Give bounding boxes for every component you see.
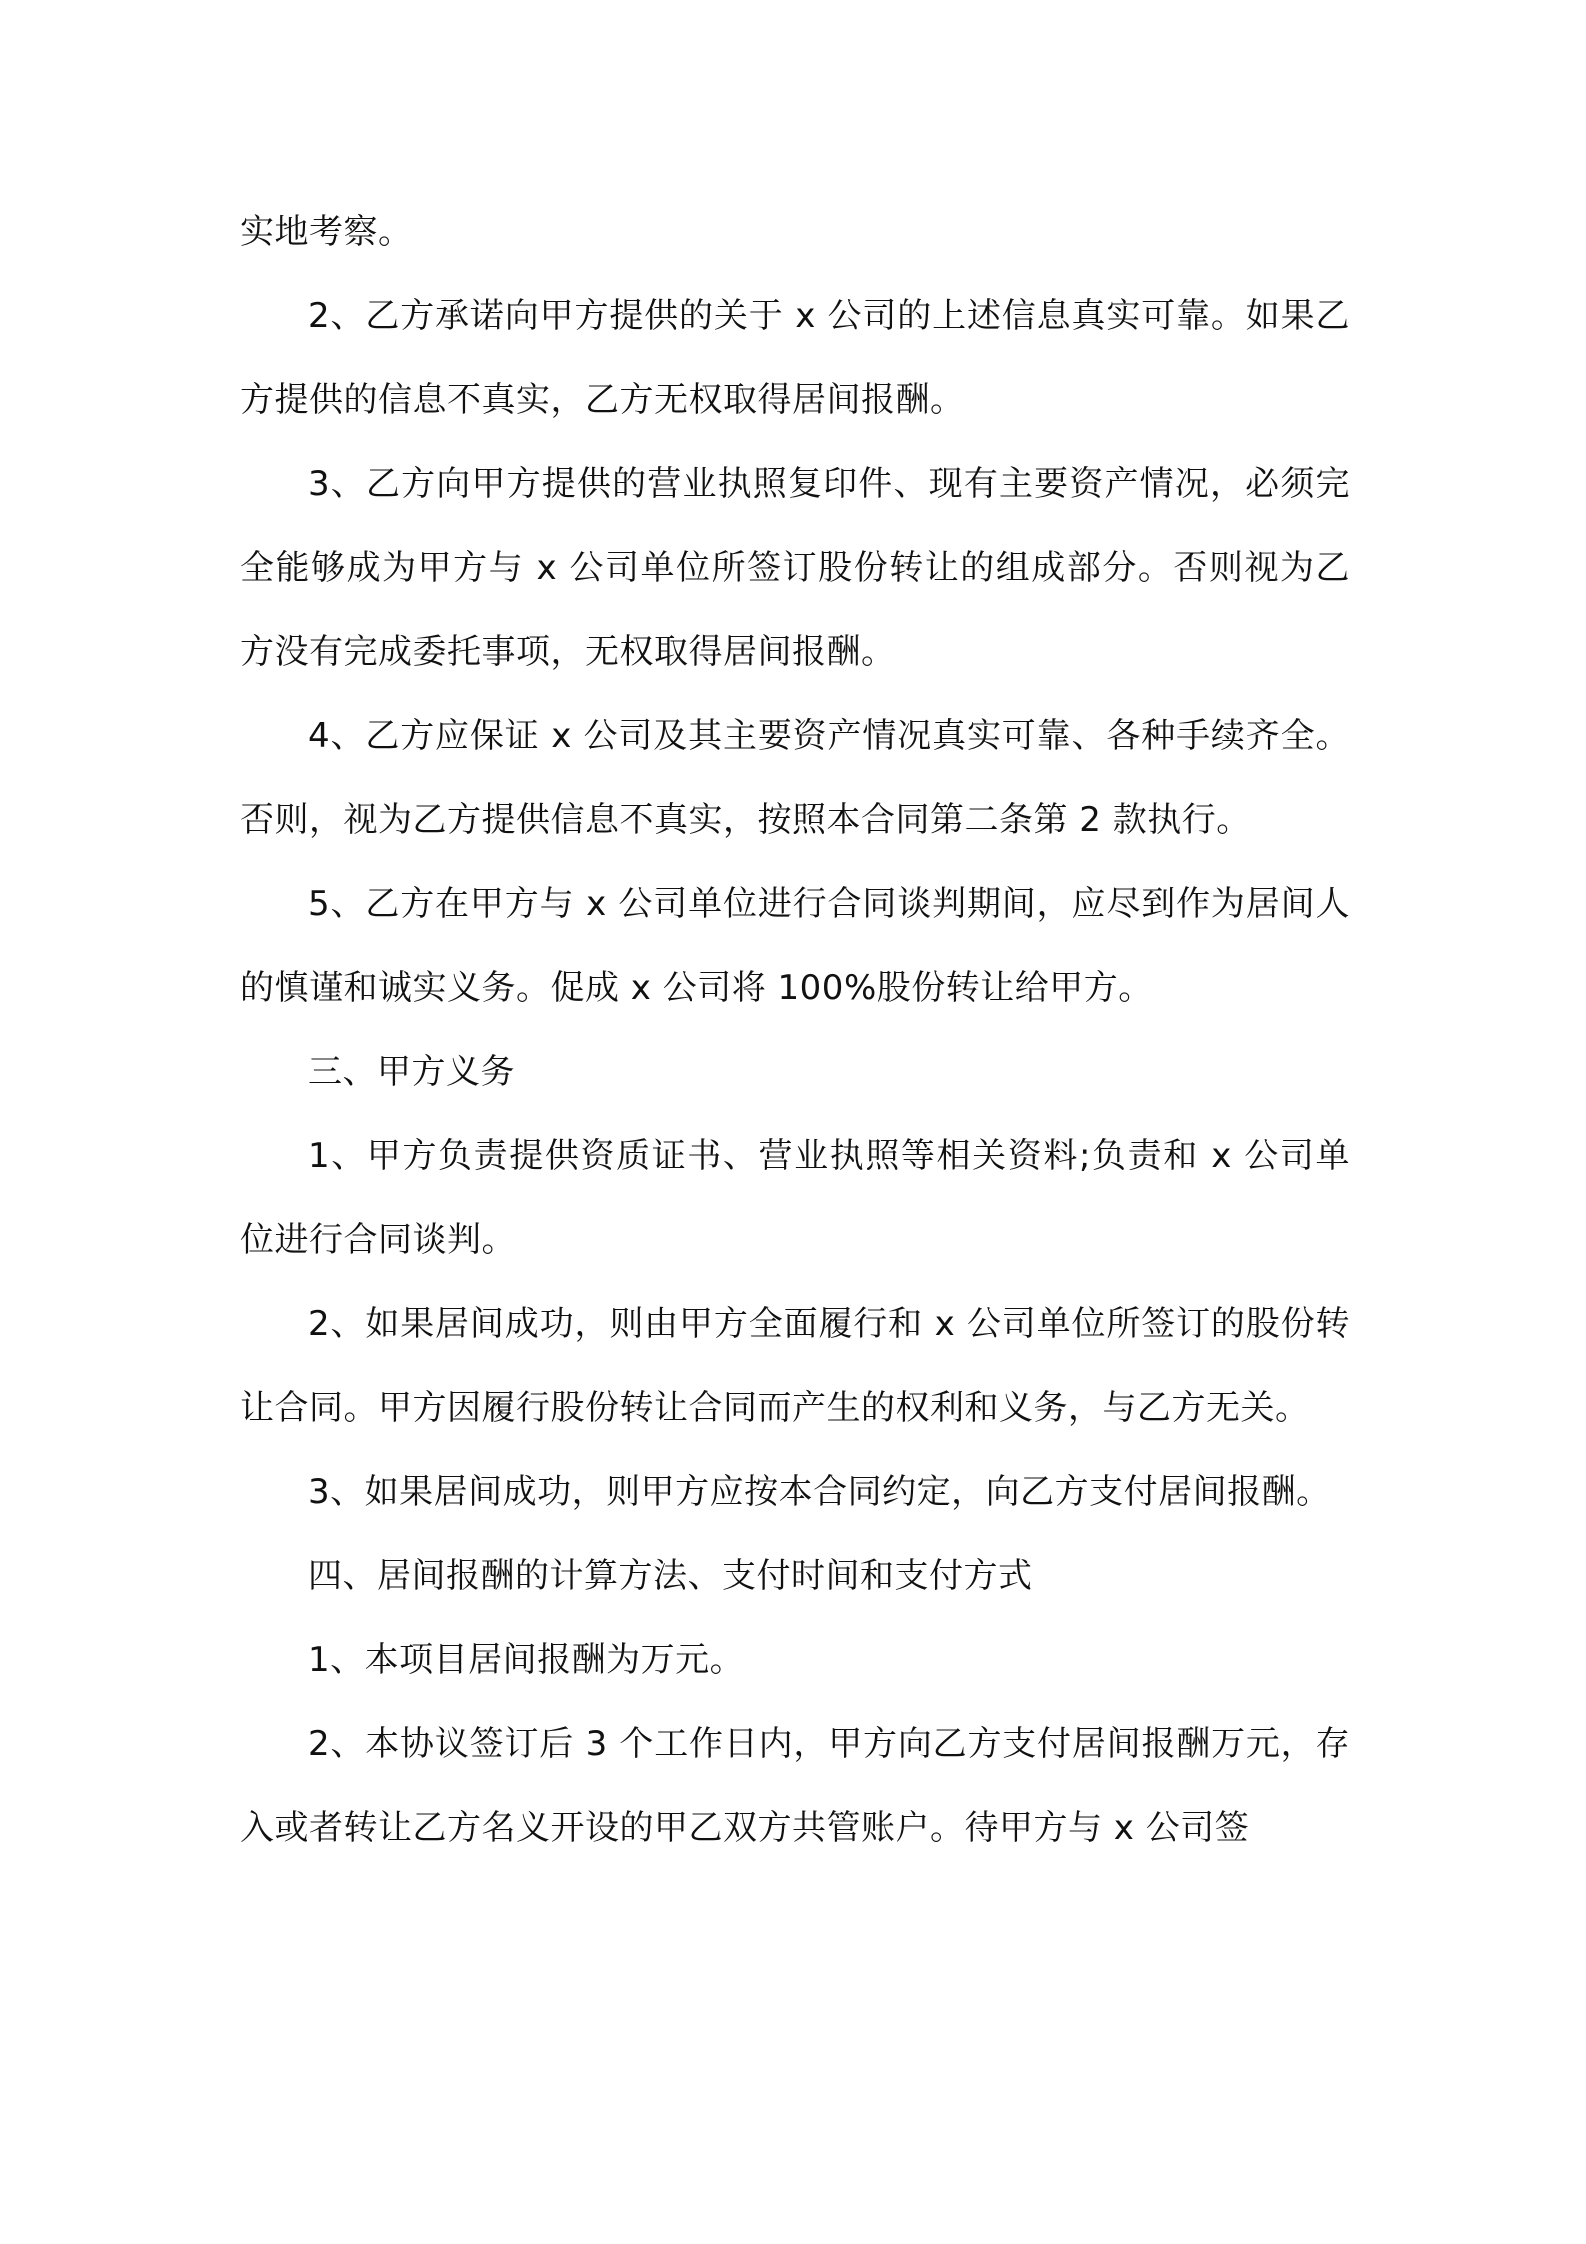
paragraph-clause-3-business-license: 3、乙方向甲方提供的营业执照复印件、现有主要资产情况，必须完全能够成为甲方与 x 公司单位所签订股份转让的组成部分。否则视为乙方没有完成委托事项，无权取得居间报酬。 xyxy=(240,464,1350,672)
section-heading-commission-calculation: 四、居间报酬的计算方法、支付时间和支付方式 xyxy=(308,1556,1033,1596)
document-body xyxy=(240,190,1350,1870)
paragraph-commission-clause-1: 1、本项目居间报酬为万元。 xyxy=(308,1640,745,1680)
paragraph-clause-5-negotiation: 5、乙方在甲方与 x 公司单位进行合同谈判期间，应尽到作为居间人的慎谨和诚实义务。促成 x 公司将 100%股份转让给甲方。 xyxy=(240,884,1350,1008)
paragraph-party-a-clause-2: 2、如果居间成功，则由甲方全面履行和 x 公司单位所签订的股份转让合同。甲方因履行股份转让合同而产生的权利和义务，与乙方无关。 xyxy=(240,1304,1350,1428)
paragraph-clause-4-assets-guarantee: 4、乙方应保证 x 公司及其主要资产情况真实可靠、各种手续齐全。否则，视为乙方提供信息不真实，按照本合同第二条第 2 款执行。 xyxy=(240,716,1350,840)
paragraph-commission-clause-2: 2、本协议签订后 3 个工作日内，甲方向乙方支付居间报酬万元，存入或者转让乙方名义开设的甲乙双方共管账户。待甲方与 x 公司签 xyxy=(240,1724,1350,1848)
paragraph-party-a-clause-1: 1、甲方负责提供资质证书、营业执照等相关资料;负责和 x 公司单位进行合同谈判。 xyxy=(240,1136,1350,1260)
paragraph-clause-2-info-truthful: 2、乙方承诺向甲方提供的关于 x 公司的上述信息真实可靠。如果乙方提供的信息不真实，乙方无权取得居间报酬。 xyxy=(240,296,1350,420)
paragraph-continuation: 实地考察。 xyxy=(240,212,413,252)
paragraph-party-a-clause-3: 3、如果居间成功，则甲方应按本合同约定，向乙方支付居间报酬。 xyxy=(308,1472,1331,1512)
section-heading-party-a-obligations: 三、甲方义务 xyxy=(308,1052,515,1092)
